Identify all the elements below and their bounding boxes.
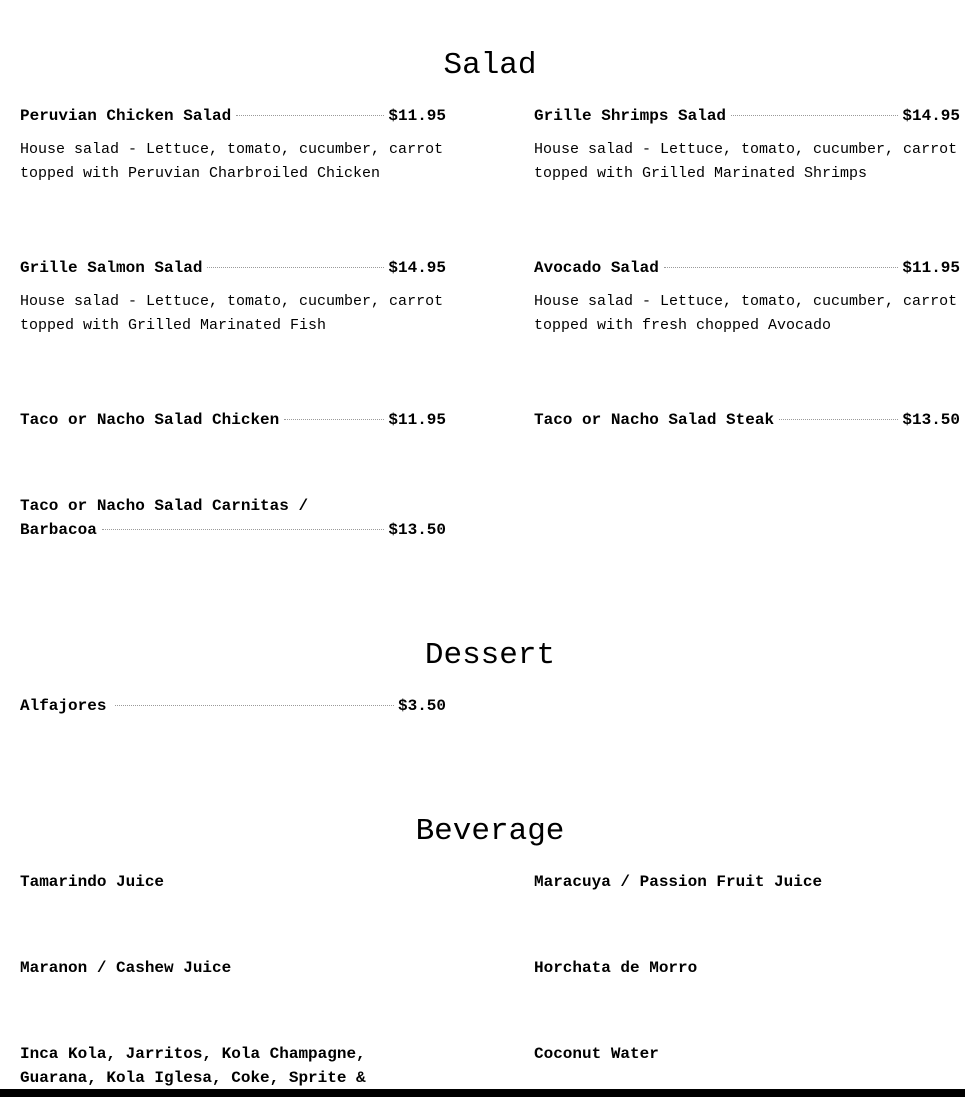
menu-item-alfajores: [20, 694, 446, 718]
menu-item-coconut-water: [534, 1042, 960, 1066]
bottom-bar: [0, 1089, 965, 1097]
item-description: [20, 290, 446, 338]
item-name: Maranon / Cashew Juice: [20, 959, 232, 977]
item-description-line: House salad - Lettuce, tomato, cucumber, carrot: [20, 141, 444, 158]
item-name: Taco or Nacho Salad Chicken: [20, 411, 280, 429]
item-name-line: Taco or Nacho Salad Carnitas /: [20, 497, 309, 515]
item-name-line: Inca Kola, Jarritos, Kola Champagne,: [20, 1045, 366, 1063]
dot-leader: [284, 419, 384, 420]
dot-leader: [102, 529, 385, 530]
item-name: Grille Salmon Salad: [20, 259, 203, 277]
menu-item-peruvian-chicken-salad: [20, 104, 446, 186]
item-name: Tamarindo Juice: [20, 873, 165, 891]
dot-leader: [664, 267, 899, 268]
dot-leader: [236, 115, 384, 116]
dot-leader: [115, 705, 394, 706]
item-description-line: topped with fresh chopped Avocado: [534, 317, 832, 334]
item-name: Alfajores: [20, 697, 107, 715]
menu-item-taco-nacho-salad-chicken: [20, 408, 446, 432]
section-title-beverage: Beverage: [415, 814, 565, 849]
menu-item-maranon-juice: [20, 956, 446, 980]
item-name: Maracuya / Passion Fruit Juice: [534, 873, 823, 891]
menu-item-horchata-de-morro: [534, 956, 960, 980]
item-description: [20, 138, 446, 186]
item-name: Horchata de Morro: [534, 959, 698, 977]
item-description: [534, 290, 960, 338]
item-name: Taco or Nacho Salad Steak: [534, 411, 775, 429]
section-title-dessert: Dessert: [424, 638, 556, 673]
item-name: Grille Shrimps Salad: [534, 107, 727, 125]
item-name: Coconut Water: [534, 1045, 659, 1063]
item-description-line: House salad - Lettuce, tomato, cucumber, carrot: [534, 141, 958, 158]
item-name-line: Barbacoa: [20, 521, 97, 539]
menu-item-tamarindo-juice: [20, 870, 446, 894]
item-description-line: House salad - Lettuce, tomato, cucumber, carrot: [20, 293, 444, 310]
item-price: $14.95: [388, 259, 446, 277]
menu-item-avocado-salad: [534, 256, 960, 338]
menu-item-maracuya-juice: [534, 870, 960, 894]
menu-item-grille-shrimps-salad: [534, 104, 960, 186]
item-price: $11.95: [388, 107, 446, 125]
item-name-line: Guarana, Kola Iglesa, Coke, Sprite &: [20, 1069, 366, 1087]
item-description: [534, 138, 960, 186]
item-description-line: House salad - Lettuce, tomato, cucumber, carrot: [534, 293, 958, 310]
item-price: $11.95: [388, 411, 446, 429]
item-price: $13.50: [902, 411, 960, 429]
dot-leader: [207, 267, 384, 268]
dot-leader: [731, 115, 898, 116]
dot-leader: [779, 419, 898, 420]
item-price: $13.50: [388, 521, 446, 539]
item-price: $14.95: [902, 107, 960, 125]
item-description-line: topped with Grilled Marinated Fish: [20, 317, 327, 334]
item-name: Peruvian Chicken Salad: [20, 107, 232, 125]
menu-item-grille-salmon-salad: [20, 256, 446, 338]
item-price: $3.50: [397, 697, 446, 715]
item-description-line: topped with Peruvian Charbroiled Chicken: [20, 165, 381, 182]
section-title-salad: Salad: [443, 48, 537, 83]
menu-item-taco-nacho-salad-carnitas: [20, 494, 446, 542]
item-name: Avocado Salad: [534, 259, 659, 277]
item-price: $11.95: [902, 259, 960, 277]
item-description-line: topped with Grilled Marinated Shrimps: [534, 165, 868, 182]
menu-item-taco-nacho-salad-steak: [534, 408, 960, 432]
menu-item-sodas: [20, 1042, 446, 1090]
